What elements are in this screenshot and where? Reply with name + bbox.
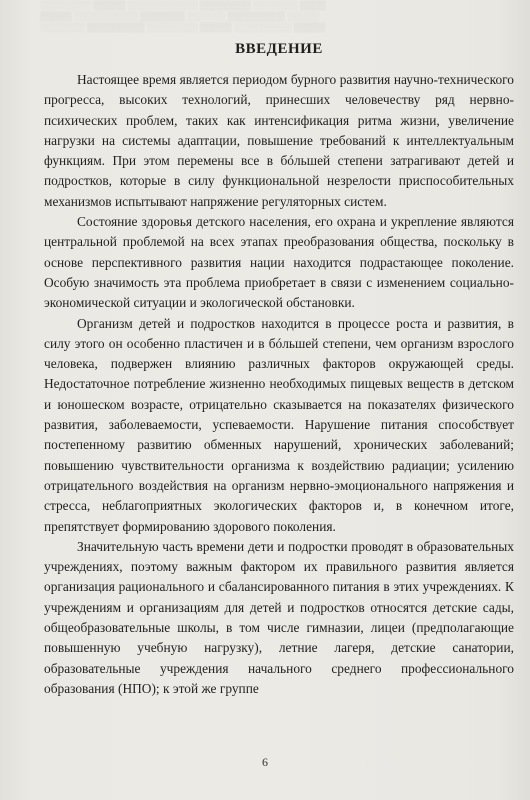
paragraph: Организм детей и подростков находится в процессе роста и развития, в силу этого он особенно пластичен и в бóльшей степени, чем организм взрослого человека, подвержен влиянию различных факторов окружающей среды. Недостаточное потребление жизненно необходимых пищевых веществ в детском и юношеском возрасте, отрицательно сказывается на показателях физического развития, заболеваемости, успеваемости. Нарушение питания способствует постепенному развитию обменных нарушений, хронических заболеваний; повышению чувствительности организма к воздействию радиации; усилению отрицательного воздействия на организм нервно-эмоционального напряжения и стресса, неблагоприятных экологических факторов и, в конечном итоге, препятствует формированию здорового поколения. (44, 315, 514, 534)
document-body (44, 40, 514, 699)
paragraph: Состояние здоровья детского населения, его охрана и укрепление являются центральной проблемой на всех этапах преобразования общества, поскольку в основе перспективного развития нации находится подрастающее поколение. Особую значимость эта проблема приобретает в связи с изменением социально-экономической ситуации и экологической обстановки. (44, 214, 514, 311)
paragraph: Настоящее время является периодом бурного развития научно-технического прогресса, высоких технологий, принесших человечеству ряд нервно-психических проблем, таких как интенсификация ритма жизни, увеличение нагрузки на системы адаптации, повышение требований к интеллектуальным функциям. При этом перемены все в бóльшей степени затрагивают детей и подростков, которые в силу функциональной незрелости приспособительных механизмов испытывают напряжение регуляторных систем. (44, 72, 514, 209)
section-title: ВВЕДЕНИЕ (235, 41, 323, 57)
page-number: 6 (262, 755, 268, 769)
paragraph: Значительную часть времени дети и подростки проводят в образовательных учреждениях, поэтому важным фактором их правильного развития является организация рационального и сбалансированного питания в этих учреждениях. К учреждениям и организациям для детей и подростков относятся детские сады, общеобразовательные школы, в том числе гимназии, лицеи (предполагающие повышенную учебную нагрузку), летние лагеря, детские санатории, образовательные учреждения начального среднего профессионального образования (НПО); к этой же группе (44, 538, 514, 696)
show-through-texture: ░░░░░░░░ ▒▒▒▒▒ ░░░░░░░░░░░ ▒▒▒▒▒▒▒▒ ░░░░░░░ ▒▒▒▒ ▒▒▒▒▒ ░░░░░░░░░░ ▒▒▒▒▒▒▒ ░░░░░░ ▒▒▒▒▒▒▒▒▒ ░░░░░ ░░░░░░░ ▒▒▒▒▒▒▒▒▒ ░░░░░░░░ ▒▒▒▒▒ ░░░░░░░░░ ▒▒▒▒▒ (40, 0, 326, 32)
